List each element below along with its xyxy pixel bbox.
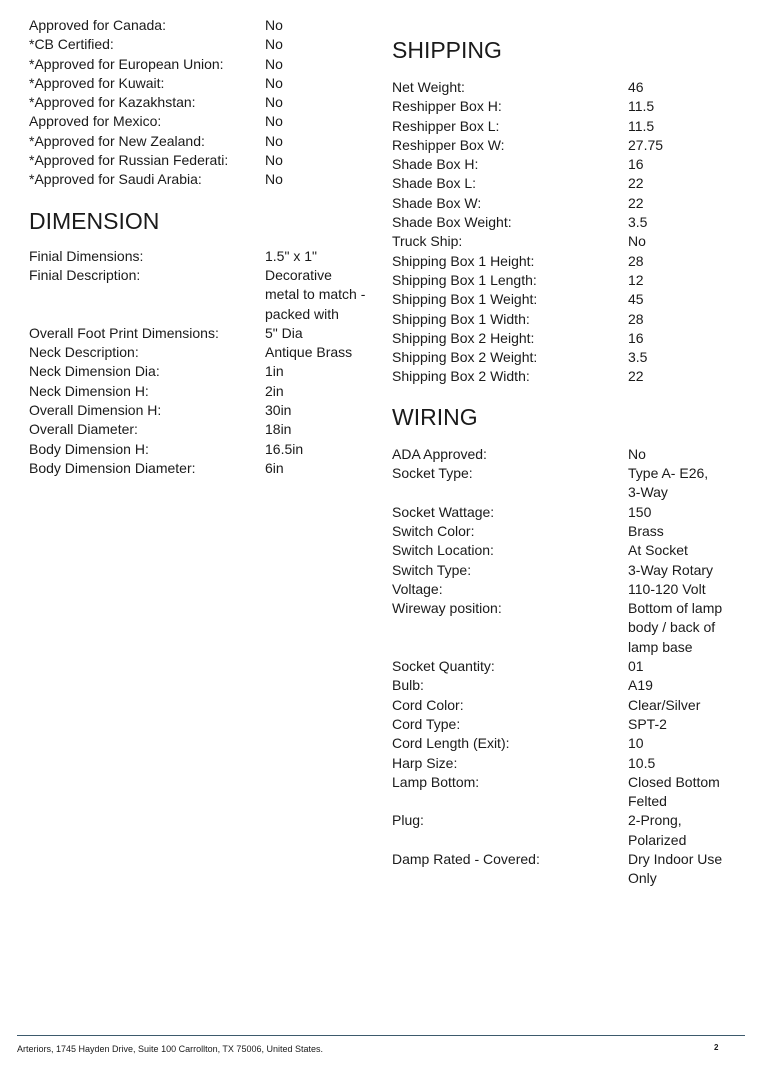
- spec-label: Net Weight:: [392, 79, 465, 95]
- spec-value: [628, 715, 738, 734]
- spec-label: Bulb:: [392, 677, 424, 694]
- spec-value-line: 3-Way Rotary: [628, 561, 714, 578]
- spec-label: Shipping Box 2 Width:: [392, 368, 530, 385]
- spec-row: [392, 136, 742, 155]
- spec-label: *Approved for Saudi Arabia:: [29, 171, 202, 188]
- spec-value: [628, 252, 738, 271]
- spec-value-line: 1.5" x 1": [265, 247, 317, 264]
- spec-row: [29, 266, 369, 324]
- spec-value: [628, 117, 738, 136]
- spec-row: [392, 445, 742, 464]
- spec-row: [392, 271, 742, 290]
- spec-label: Reshipper Box W:: [392, 136, 505, 153]
- spec-label: Damp Rated - Covered:: [392, 850, 540, 867]
- spec-value: [628, 329, 738, 348]
- spec-label: Finial Dimensions:: [29, 247, 144, 264]
- spec-value-line: 27.75: [628, 136, 664, 153]
- spec-row: [392, 561, 742, 580]
- spec-value-line: Dry Indoor Use: [628, 850, 723, 867]
- spec-label: Shipping Box 1 Height:: [392, 252, 535, 269]
- spec-value-line: 1in: [265, 363, 284, 380]
- spec-label: Shipping Box 1 Width:: [392, 310, 530, 327]
- spec-label: Neck Dimension H:: [29, 382, 149, 399]
- spec-row: [29, 324, 369, 343]
- spec-value: No: [265, 132, 283, 149]
- spec-label: Wireway position:: [392, 600, 502, 617]
- spec-label: *Approved for New Zealand:: [29, 132, 205, 149]
- spec-value-line: 18in: [265, 421, 292, 438]
- spec-label: Neck Dimension Dia:: [29, 363, 160, 380]
- spec-label: Cord Type:: [392, 715, 461, 732]
- spec-value: [628, 676, 738, 695]
- spec-label: Neck Description:: [29, 344, 139, 361]
- approvals-list: [29, 16, 369, 190]
- spec-value: [628, 773, 738, 812]
- spec-row: [29, 420, 369, 439]
- spec-value: [628, 271, 738, 290]
- spec-row: [392, 464, 742, 503]
- spec-value: [265, 266, 371, 324]
- spec-value-line: 12: [628, 271, 644, 288]
- spec-row: [392, 734, 742, 753]
- spec-value-line: lamp base: [628, 638, 693, 655]
- spec-value: [628, 78, 738, 97]
- wiring-list: [392, 445, 742, 889]
- spec-value-line: 22: [628, 175, 644, 192]
- dimension-list: [29, 247, 369, 479]
- spec-value: [628, 174, 738, 193]
- spec-row: [392, 599, 742, 657]
- spec-value-line: Clear/Silver: [628, 696, 701, 713]
- spec-value-line: 46: [628, 79, 644, 95]
- spec-row: [392, 696, 742, 715]
- spec-value-line: 16.5in: [265, 440, 304, 457]
- spec-value: [265, 382, 371, 401]
- spec-label: Shipping Box 2 Weight:: [392, 349, 538, 366]
- spec-value: No: [265, 74, 283, 91]
- page-number: 2: [714, 1043, 719, 1052]
- spec-label: Voltage:: [392, 580, 443, 597]
- spec-value-line: packed with: [265, 305, 339, 322]
- spec-value: [628, 811, 738, 850]
- spec-value-line: 16: [628, 329, 644, 346]
- spec-value-line: 22: [628, 368, 644, 385]
- spec-label: Shade Box W:: [392, 194, 482, 211]
- spec-value: [628, 348, 738, 367]
- spec-value-line: Decorative: [265, 266, 332, 283]
- spec-value-line: No: [628, 233, 646, 250]
- spec-row: [392, 310, 742, 329]
- spec-value-line: Bottom of lamp: [628, 600, 723, 617]
- spec-row: [29, 401, 369, 420]
- spec-value-line: 110-120 Volt: [628, 580, 706, 597]
- spec-value-line: SPT-2: [628, 715, 667, 732]
- spec-value-line: A19: [628, 677, 653, 694]
- spec-value: No: [265, 171, 283, 188]
- spec-label: Cord Length (Exit):: [392, 735, 510, 752]
- spec-value: [628, 194, 738, 213]
- spec-value: [265, 420, 371, 439]
- spec-value: [628, 503, 738, 522]
- spec-value: [265, 440, 371, 459]
- spec-row: [29, 440, 369, 459]
- spec-row: [29, 151, 369, 170]
- footer-address: Arteriors, 1745 Hayden Drive, Suite 100 Carrollton, TX 75006, United States.: [17, 1044, 323, 1054]
- spec-value-line: Polarized: [628, 831, 687, 848]
- spec-value: [265, 362, 371, 381]
- spec-value-line: Felted: [628, 793, 667, 810]
- spec-label: Harp Size:: [392, 754, 458, 771]
- spec-value: [628, 754, 738, 773]
- spec-value: [628, 155, 738, 174]
- spec-label: ADA Approved:: [392, 445, 487, 462]
- spec-row: [29, 93, 369, 112]
- spec-value: No: [265, 113, 283, 130]
- spec-value: [628, 290, 738, 309]
- spec-row: [392, 522, 742, 541]
- spec-label: Switch Color:: [392, 522, 475, 539]
- spec-label: Socket Wattage:: [392, 503, 495, 520]
- spec-value-line: 5" Dia: [265, 324, 303, 341]
- spec-value: [628, 541, 738, 560]
- spec-value: No: [265, 55, 283, 72]
- spec-value-line: 3.5: [628, 349, 648, 366]
- spec-row: [392, 715, 742, 734]
- spec-value-line: 2in: [265, 382, 284, 399]
- spec-row: [392, 503, 742, 522]
- spec-label: Socket Quantity:: [392, 658, 495, 675]
- spec-value-line: 2-Prong,: [628, 812, 682, 829]
- spec-value: [265, 459, 371, 478]
- spec-value-line: 28: [628, 310, 644, 327]
- spec-row: [392, 78, 742, 97]
- spec-value-line: 22: [628, 194, 644, 211]
- spec-value-line: 16: [628, 156, 644, 173]
- spec-row: [29, 343, 369, 362]
- spec-label: Body Dimension Diameter:: [29, 459, 196, 476]
- spec-value-line: 10: [628, 735, 644, 752]
- spec-value: No: [265, 36, 283, 53]
- spec-value-line: Only: [628, 870, 657, 887]
- spec-value: [628, 522, 738, 541]
- shipping-list: [392, 78, 742, 387]
- spec-value: [628, 310, 738, 329]
- spec-value-line: Closed Bottom: [628, 773, 720, 790]
- spec-label: Approved for Canada:: [29, 17, 166, 33]
- spec-value-line: metal to match -: [265, 286, 366, 303]
- spec-label: Socket Type:: [392, 465, 473, 482]
- spec-row: [392, 676, 742, 695]
- spec-label: Plug:: [392, 812, 424, 829]
- spec-value: [628, 445, 738, 464]
- spec-row: [392, 174, 742, 193]
- spec-row: [392, 348, 742, 367]
- spec-row: [29, 55, 369, 74]
- spec-value: [628, 734, 738, 753]
- spec-label: Overall Foot Print Dimensions:: [29, 324, 219, 341]
- spec-value-line: 45: [628, 291, 644, 308]
- spec-value: [628, 561, 738, 580]
- spec-row: [29, 459, 369, 478]
- spec-row: [392, 850, 742, 889]
- spec-value-line: 3.5: [628, 214, 648, 231]
- spec-row: [29, 35, 369, 54]
- spec-value: [628, 136, 738, 155]
- spec-label: Approved for Mexico:: [29, 113, 162, 130]
- spec-value: [628, 232, 738, 251]
- spec-value-line: 28: [628, 252, 644, 269]
- spec-label: Overall Diameter:: [29, 421, 138, 438]
- spec-row: [392, 117, 742, 136]
- dimension-heading: DIMENSION: [29, 207, 160, 234]
- spec-label: Lamp Bottom:: [392, 773, 480, 790]
- spec-value: [265, 247, 371, 266]
- wiring-heading: WIRING: [392, 403, 478, 430]
- spec-value: [628, 850, 738, 889]
- spec-row: [29, 170, 369, 189]
- spec-label: Shade Box H:: [392, 156, 479, 173]
- spec-label: Shade Box L:: [392, 175, 477, 192]
- spec-row: [392, 97, 742, 116]
- right-column: [392, 16, 742, 889]
- spec-value-line: 11.5: [628, 98, 655, 115]
- spec-label: *Approved for Russian Federati:: [29, 152, 229, 169]
- spec-value: [265, 401, 371, 420]
- spec-value: No: [265, 152, 283, 169]
- spec-value-line: 11.5: [628, 117, 655, 134]
- spec-label: Shipping Box 1 Weight:: [392, 291, 538, 308]
- spec-value: [628, 97, 738, 116]
- spec-row: [392, 290, 742, 309]
- spec-value-line: 01: [628, 658, 644, 675]
- spec-value-line: No: [628, 445, 646, 462]
- spec-value: [265, 324, 371, 343]
- spec-row: [392, 252, 742, 271]
- spec-value: [628, 367, 738, 386]
- spec-label: Truck Ship:: [392, 233, 463, 250]
- spec-row: [392, 580, 742, 599]
- spec-value: No: [265, 17, 283, 33]
- spec-label: Overall Dimension H:: [29, 402, 162, 419]
- spec-value: [628, 696, 738, 715]
- spec-label: *Approved for Kazakhstan:: [29, 94, 196, 111]
- spec-value-line: 150: [628, 503, 652, 520]
- spec-value: [628, 213, 738, 232]
- spec-value-line: Type A- E26,: [628, 465, 709, 482]
- spec-row: [392, 773, 742, 812]
- spec-value-line: 10.5: [628, 754, 656, 771]
- spec-label: Body Dimension H:: [29, 440, 149, 457]
- shipping-heading: SHIPPING: [392, 37, 502, 63]
- spec-row: [29, 382, 369, 401]
- spec-row: [29, 362, 369, 381]
- spec-label: Switch Location:: [392, 542, 494, 559]
- spec-label: Shade Box Weight:: [392, 214, 512, 231]
- spec-value: [628, 464, 738, 503]
- spec-value: [265, 343, 371, 362]
- spec-label: Switch Type:: [392, 561, 472, 578]
- spec-row: [29, 112, 369, 131]
- spec-row: [392, 194, 742, 213]
- spec-row: [392, 232, 742, 251]
- left-column: [29, 16, 369, 478]
- spec-row: [392, 657, 742, 676]
- spec-row: [392, 155, 742, 174]
- spec-label: Shipping Box 1 Length:: [392, 271, 537, 288]
- spec-value-line: 6in: [265, 459, 284, 476]
- spec-row: [29, 132, 369, 151]
- spec-label: Shipping Box 2 Height:: [392, 329, 535, 346]
- spec-value-line: Antique Brass: [265, 344, 353, 361]
- footer-divider: [17, 1035, 745, 1036]
- spec-label: Reshipper Box H:: [392, 98, 502, 115]
- spec-row: [29, 247, 369, 266]
- spec-label: Reshipper Box L:: [392, 117, 500, 134]
- spec-row: [29, 74, 369, 93]
- spec-label: *Approved for European Union:: [29, 55, 224, 72]
- spec-label: *Approved for Kuwait:: [29, 74, 165, 91]
- spec-row: [392, 541, 742, 560]
- spec-row: [392, 367, 742, 386]
- spec-value-line: 30in: [265, 402, 292, 419]
- spec-label: *CB Certified:: [29, 36, 114, 53]
- spec-value: No: [265, 94, 283, 111]
- spec-row: [29, 16, 369, 35]
- spec-value-line: 3-Way: [628, 484, 668, 501]
- spec-value: [628, 657, 738, 676]
- spec-label: Cord Color:: [392, 696, 464, 713]
- spec-row: [392, 754, 742, 773]
- spec-value-line: body / back of: [628, 619, 716, 636]
- spec-value-line: Brass: [628, 522, 664, 539]
- spec-row: [392, 811, 742, 850]
- spec-value: [628, 580, 738, 599]
- spec-row: [392, 213, 742, 232]
- spec-value-line: At Socket: [628, 542, 688, 559]
- spec-label: Finial Description:: [29, 266, 141, 283]
- spec-value: [628, 599, 738, 657]
- spec-row: [392, 329, 742, 348]
